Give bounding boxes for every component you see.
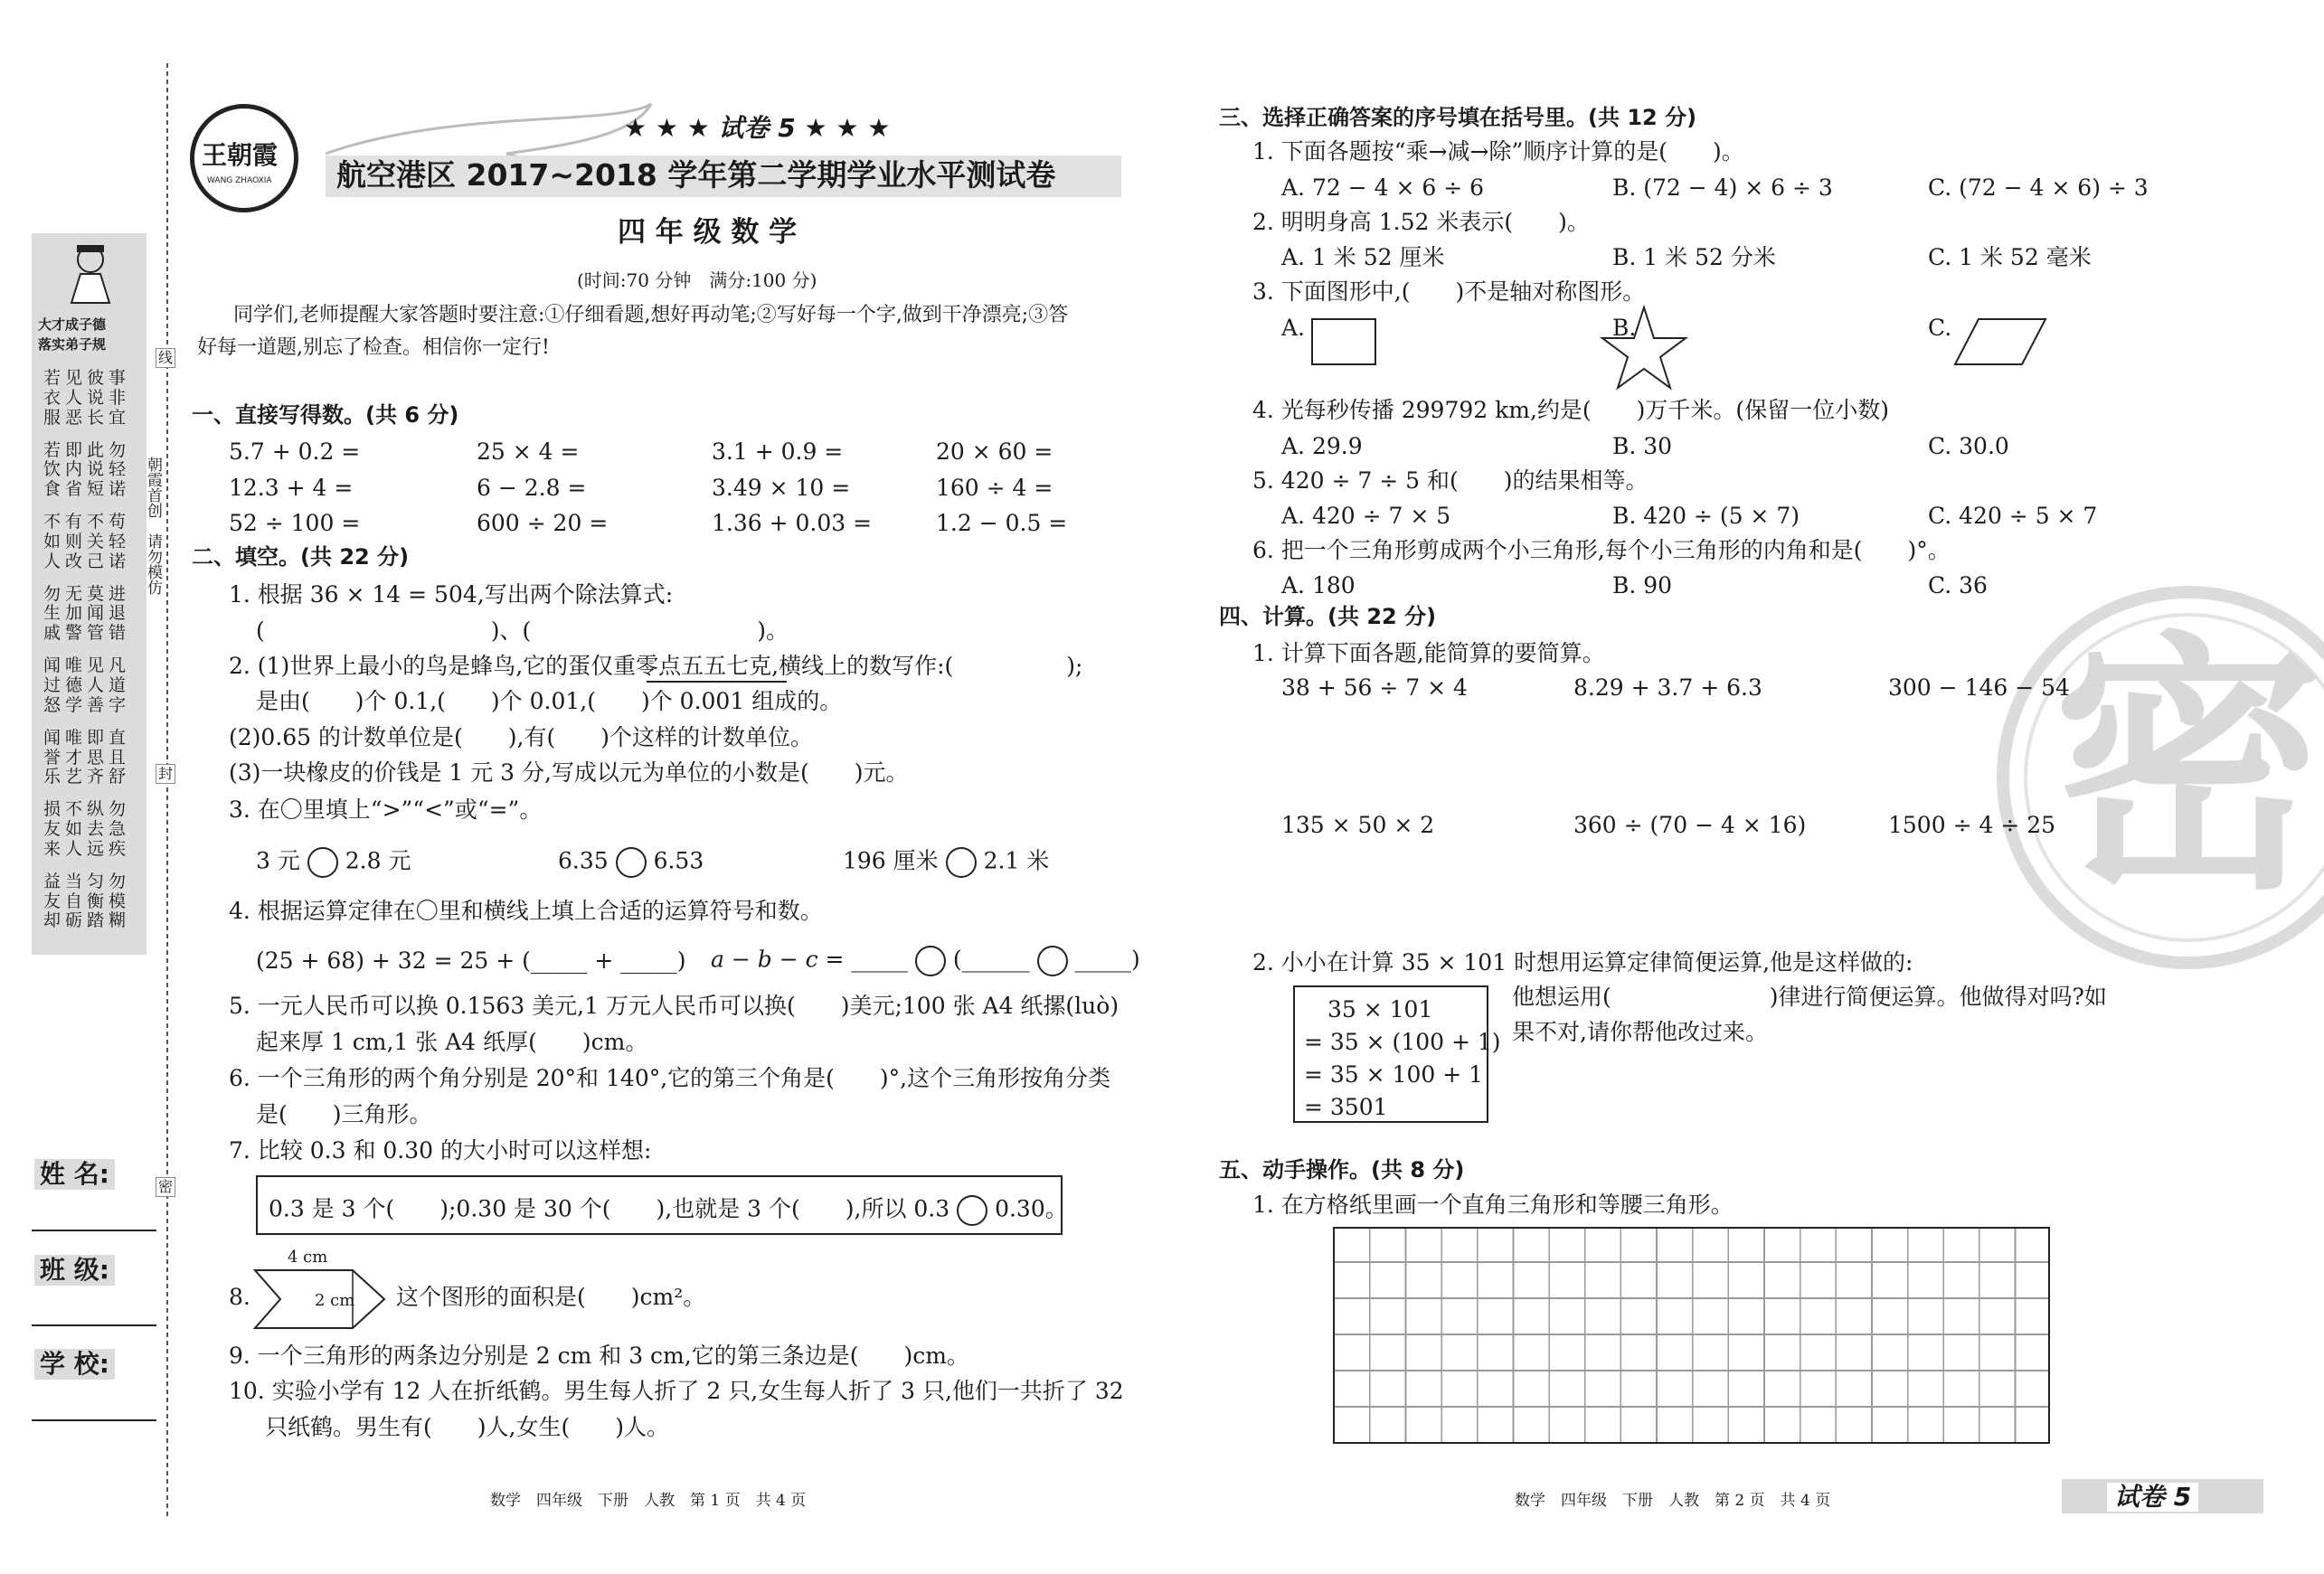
choice-q1: 1. 下面各题按“乘→减→除”顺序计算的是( )。 bbox=[1252, 138, 1744, 165]
operator-circle[interactable] bbox=[1037, 946, 1068, 976]
choice-option: B. 30 bbox=[1612, 433, 1673, 459]
class-field[interactable] bbox=[32, 1324, 156, 1326]
mental-item: 160 ÷ 4 = bbox=[936, 475, 1053, 501]
calc-item: 38 + 56 ÷ 7 × 4 bbox=[1281, 674, 1468, 701]
q8-height-label: 2 cm bbox=[315, 1291, 355, 1310]
fill-q4: 4. 根据运算定律在〇里和横线上填上合适的运算符号和数。 bbox=[229, 898, 823, 924]
fill-q5a: 5. 一元人民币可以换 0.1563 美元,1 万元人民币可以换( )美元;100 张 A4 纸摞(luò) bbox=[229, 993, 1119, 1019]
exam-title: 航空港区 2017~2018 学年第二学期学业水平测试卷 bbox=[336, 157, 1056, 193]
poem-line: 服恶长宜 bbox=[43, 407, 131, 428]
work-line: 35 × 101 bbox=[1327, 996, 1433, 1023]
mental-item: 6 − 2.8 = bbox=[477, 475, 587, 501]
q7-reasoning-box bbox=[256, 1175, 1068, 1235]
poem-line: 若见彼事 bbox=[43, 368, 131, 388]
work-line: = 35 × (100 + 1) bbox=[1304, 1029, 1501, 1055]
choice-option: B. 90 bbox=[1612, 572, 1673, 598]
fill-q6b: 是( )三角形。 bbox=[256, 1101, 432, 1127]
choice-option: A. 420 ÷ 7 × 5 bbox=[1281, 503, 1451, 529]
poem-line: 闻唯见凡 bbox=[43, 655, 131, 676]
time-info: (时间:70 分钟 满分:100 分) bbox=[577, 269, 817, 291]
fill-q4a: (25 + 68) + 32 = 25 + (_____ + _____) bbox=[256, 947, 686, 974]
poem-line: 生加闻退 bbox=[43, 603, 131, 624]
poem-line: 勿无莫进 bbox=[43, 583, 131, 604]
choice-option: C. 30.0 bbox=[1928, 433, 2009, 459]
footer-right: 数学 四年级 下册 人教 第 2 页 共 4 页 bbox=[1515, 1492, 1831, 1510]
compare-b: 6.35 6.53 bbox=[558, 847, 704, 878]
choice-q3: 3. 下面图形中,( )不是轴对称图形。 bbox=[1252, 278, 1646, 305]
name-label: 姓 名: bbox=[34, 1159, 115, 1190]
compare-circle[interactable] bbox=[946, 847, 977, 878]
student-work-box bbox=[1293, 985, 1501, 1123]
poem-line: 誉才思且 bbox=[43, 747, 131, 768]
q8-width-label: 4 cm bbox=[288, 1248, 328, 1267]
name-field[interactable] bbox=[32, 1230, 156, 1231]
section-4-title: 四、计算。(共 22 分) bbox=[1219, 604, 1437, 629]
mental-item: 12.3 + 4 = bbox=[229, 475, 354, 501]
fill-q8-number: 8. bbox=[229, 1284, 250, 1310]
choice-option: A. 72 − 4 × 6 ÷ 6 bbox=[1281, 174, 1484, 201]
scholar-figure-icon bbox=[59, 240, 122, 312]
choice-option: A. 1 米 52 厘米 bbox=[1281, 244, 1445, 270]
compare-circle[interactable] bbox=[957, 1195, 987, 1226]
choice-q5: 5. 420 ÷ 7 ÷ 5 和( )的结果相等。 bbox=[1252, 467, 1649, 494]
choice-option: A. 180 bbox=[1281, 572, 1356, 598]
choice-option: C. 1 米 52 毫米 bbox=[1928, 244, 2092, 270]
choice-option: C. 420 ÷ 5 × 7 bbox=[1928, 503, 2098, 529]
fill-q2-1b: 是由( )个 0.1,( )个 0.01,( )个 0.001 组成的。 bbox=[256, 688, 843, 714]
sidebar-vertical-1: 朝霞首创 bbox=[144, 457, 162, 518]
choice-option: A. bbox=[1281, 315, 1306, 341]
section-1-title: 一、直接写得数。(共 6 分) bbox=[192, 402, 459, 428]
subject-title: 四 年 级 数 学 bbox=[618, 216, 798, 249]
calc-item: 135 × 50 × 2 bbox=[1281, 812, 1435, 838]
poem-line: 若即此勿 bbox=[43, 439, 131, 460]
mental-item: 3.1 + 0.9 = bbox=[712, 438, 844, 465]
choice-option: B. 1 米 52 分米 bbox=[1612, 244, 1776, 270]
calc-item: 360 ÷ (70 − 4 × 16) bbox=[1573, 812, 1807, 838]
choice-q6: 6. 把一个三角形剪成两个小三角形,每个小三角形的内角和是( )°。 bbox=[1252, 537, 1951, 563]
mental-item: 1.2 − 0.5 = bbox=[936, 510, 1068, 536]
poem-line: 如则关轻 bbox=[43, 531, 131, 551]
section-2-title: 二、填空。(共 22 分) bbox=[192, 544, 410, 570]
calc-item: 1500 ÷ 4 ÷ 25 bbox=[1888, 812, 2056, 838]
fill-q10a: 10. 实验小学有 12 人在折纸鹤。男生每人折了 2 只,女生每人折了 3 只,他们一共折了 32 bbox=[229, 1378, 1124, 1404]
choice-q4: 4. 光每秒传播 299792 km,约是( )万千米。(保留一位小数) bbox=[1252, 397, 1889, 423]
fill-q3: 3. 在〇里填上“>”“<”或“=”。 bbox=[229, 796, 543, 823]
compare-circle[interactable] bbox=[616, 847, 647, 878]
operator-circle[interactable] bbox=[915, 946, 946, 976]
choice-option: A. 29.9 bbox=[1281, 433, 1363, 459]
choice-option: C. (72 − 4 × 6) ÷ 3 bbox=[1928, 174, 2149, 201]
fill-q2-2: (2)0.65 的计数单位是( ),有( )个这样的计数单位。 bbox=[229, 724, 813, 750]
mental-item: 5.7 + 0.2 = bbox=[229, 438, 361, 465]
footer-left: 数学 四年级 下册 人教 第 1 页 共 4 页 bbox=[490, 1492, 807, 1510]
seal-line-2: 封 bbox=[156, 764, 175, 784]
poem-line: 衣人说非 bbox=[43, 387, 131, 408]
calc-item: 300 − 146 − 54 bbox=[1888, 674, 2070, 701]
poem-line: 过德人道 bbox=[43, 674, 131, 695]
intro-line-1: 同学们,老师提醒大家答题时要注意:①仔细看题,想好再动笔;②写好每一个字,做到干净漂亮;③答 bbox=[233, 304, 1069, 326]
poem-line: 损不纵勿 bbox=[43, 799, 131, 820]
underline-decoration bbox=[647, 681, 787, 683]
fill-q1: 1. 根据 36 × 14 = 504,写出两个除法算式: bbox=[229, 581, 674, 608]
poem-line: 却砺踏糊 bbox=[43, 910, 131, 931]
fill-q9: 9. 一个三角形的两条边分别是 2 cm 和 3 cm,它的第三条边是( )cm。 bbox=[229, 1343, 969, 1369]
star-shape bbox=[1599, 304, 1689, 391]
poem-line: 怒学善字 bbox=[43, 694, 131, 715]
section-3-title: 三、选择正确答案的序号填在括号里。(共 12 分) bbox=[1219, 105, 1697, 130]
sidebar-vertical-2: 请勿模仿 bbox=[144, 533, 162, 595]
compare-circle[interactable] bbox=[307, 847, 338, 878]
fill-q7: 7. 比较 0.3 和 0.30 的大小时可以这样想: bbox=[229, 1137, 652, 1164]
mental-item: 1.36 + 0.03 = bbox=[712, 510, 873, 536]
poem-line: 食省短诺 bbox=[43, 479, 131, 500]
choice-option: C. bbox=[1928, 315, 1952, 341]
choice-option: B. (72 − 4) × 6 ÷ 3 bbox=[1612, 174, 1833, 201]
poem-line: 益当匀勿 bbox=[43, 871, 131, 891]
sidebar-poem bbox=[43, 369, 143, 944]
footer-tag: 试卷 5 bbox=[2107, 1483, 2198, 1512]
graph-paper-grid[interactable] bbox=[1333, 1227, 2050, 1444]
calc-q1: 1. 计算下面各题,能简算的要简算。 bbox=[1252, 640, 1605, 666]
q7-box-text: 0.3 是 3 个( );0.30 是 30 个( ),也就是 3 个( ),所以 0.3 0.30。 bbox=[269, 1195, 1068, 1226]
fill-q1-blanks: ( )、( )。 bbox=[256, 617, 789, 644]
choice-q2: 2. 明明身高 1.52 米表示( )。 bbox=[1252, 209, 1590, 235]
compare-a: 3 元 2.8 元 bbox=[256, 847, 411, 878]
poem-line: 闻唯即直 bbox=[43, 727, 131, 748]
watermark-char: 密 bbox=[2053, 610, 2324, 926]
poem-line: 不有不苟 bbox=[43, 512, 131, 533]
brand-logo-roman: WANG ZHAOXIA bbox=[207, 176, 272, 185]
class-label: 班 级: bbox=[34, 1255, 115, 1286]
school-label: 学 校: bbox=[34, 1349, 115, 1380]
choice-option: B. bbox=[1612, 315, 1637, 341]
calc-q2: 2. 小小在计算 35 × 101 时想用运算定律简便运算,他是这样做的: bbox=[1252, 949, 1913, 976]
poem-line: 友自衡模 bbox=[43, 891, 131, 911]
mental-item: 52 ÷ 100 = bbox=[229, 510, 361, 536]
mental-item: 600 ÷ 20 = bbox=[477, 510, 609, 536]
poem-line: 友如去急 bbox=[43, 819, 131, 840]
calc-q2-question-1: 他想运用( )律进行简便运算。他做得对吗?如 bbox=[1512, 984, 2107, 1010]
poem-line: 饮内说轻 bbox=[43, 459, 131, 480]
poem-line: 乐艺齐舒 bbox=[43, 767, 131, 787]
parallelogram-shape bbox=[1953, 316, 2048, 367]
poem-line: 来人远疾 bbox=[43, 838, 131, 859]
fill-q2-1: 2. (1)世界上最小的鸟是蜂鸟,它的蛋仅重零点五五七克,横线上的数写作:( ); bbox=[229, 653, 1083, 679]
calc-item: 8.29 + 3.7 + 6.3 bbox=[1573, 674, 1762, 701]
choice-option: B. 420 ÷ (5 × 7) bbox=[1612, 503, 1800, 529]
poem-line: 人改己诺 bbox=[43, 551, 131, 571]
seal-line-3: 密 bbox=[156, 1177, 175, 1197]
school-field[interactable] bbox=[32, 1419, 156, 1421]
work-line: = 3501 bbox=[1304, 1094, 1388, 1120]
calc-q2-question-2: 果不对,请你帮他改过来。 bbox=[1512, 1019, 1768, 1045]
choice-option: C. 36 bbox=[1928, 572, 1988, 598]
sidebar-motto-2: 落实弟子规 bbox=[38, 336, 107, 353]
sidebar-motto-1: 大才成子德 bbox=[38, 316, 107, 333]
intro-line-2: 好每一道题,别忘了检查。相信你一定行! bbox=[197, 336, 550, 359]
mental-item: 3.49 × 10 = bbox=[712, 475, 851, 501]
fill-q5b: 起来厚 1 cm,1 张 A4 纸厚( )cm。 bbox=[256, 1029, 648, 1055]
work-line: = 35 × 100 + 1 bbox=[1304, 1061, 1484, 1088]
poem-line: 戚警管错 bbox=[43, 623, 131, 644]
fill-q6a: 6. 一个三角形的两个角分别是 20°和 140°,它的第三个角是( )°,这个三角形按角分类 bbox=[229, 1065, 1111, 1091]
fill-q4b: a − b − c = _____ (______ _____) bbox=[711, 946, 1140, 976]
brand-logo bbox=[190, 104, 298, 212]
fill-q10b: 只纸鹤。男生有( )人,女生( )人。 bbox=[265, 1414, 669, 1440]
draw-q1: 1. 在方格纸里画一个直角三角形和等腰三角形。 bbox=[1252, 1192, 1734, 1218]
brand-logo-name: 王朝霞 bbox=[202, 140, 279, 170]
mental-item: 20 × 60 = bbox=[936, 438, 1053, 465]
compare-c: 196 厘米 2.1 米 bbox=[843, 847, 1049, 878]
fill-q8: 这个图形的面积是( )cm²。 bbox=[396, 1284, 706, 1310]
rectangle-shape bbox=[1311, 318, 1376, 365]
section-5-title: 五、动手操作。(共 8 分) bbox=[1219, 1157, 1465, 1183]
seal-line-1: 线 bbox=[156, 348, 175, 368]
mental-item: 25 × 4 = bbox=[477, 438, 580, 465]
paper-number: ★ ★ ★ 试卷 5 ★ ★ ★ bbox=[624, 113, 891, 143]
fill-q2-3: (3)一块橡皮的价钱是 1 元 3 分,写成以元为单位的小数是( )元。 bbox=[229, 759, 909, 786]
